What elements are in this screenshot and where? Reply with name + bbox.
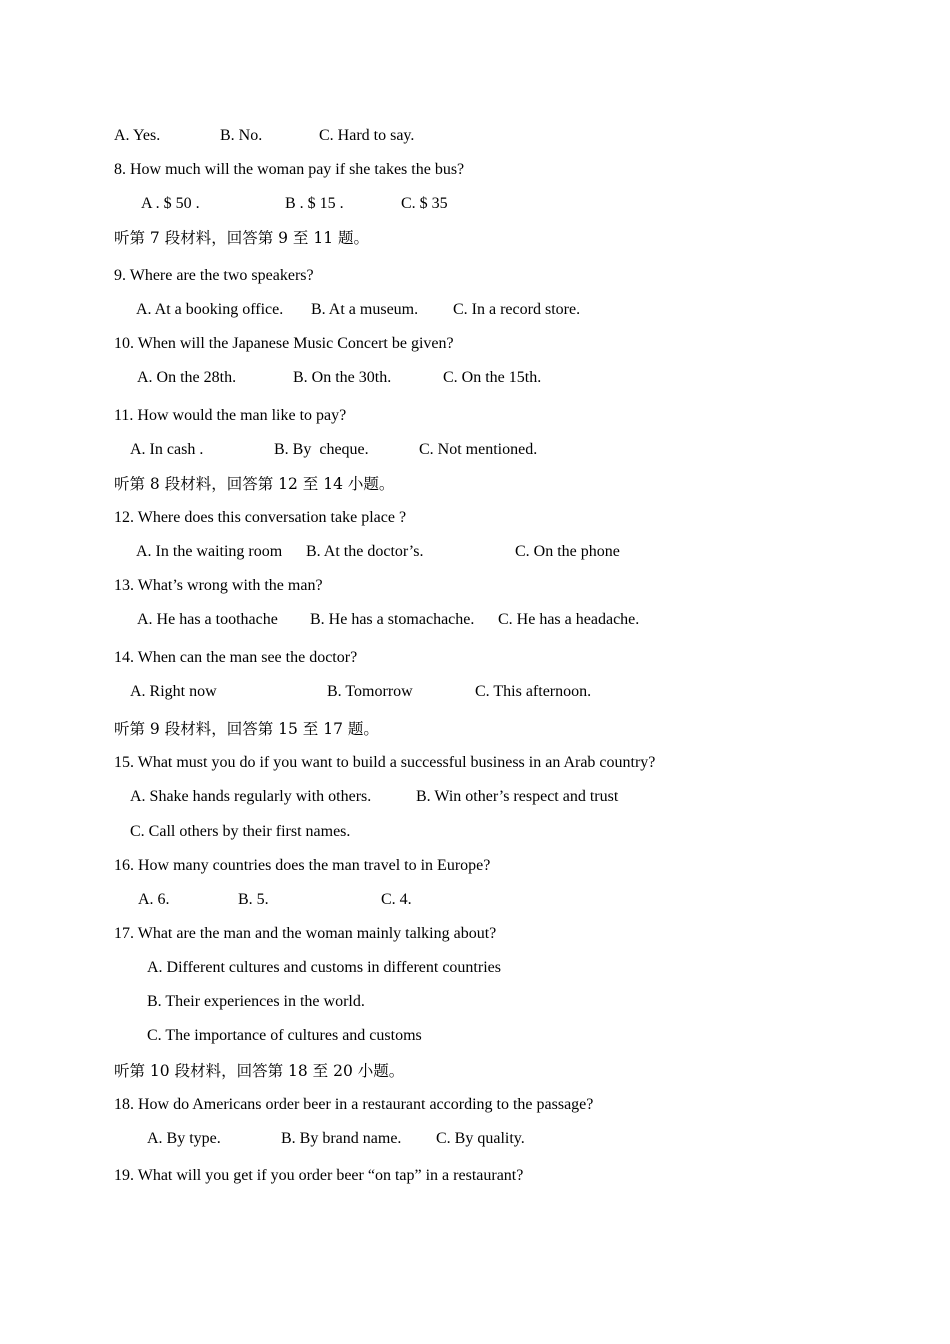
q13-option-a: A. He has a toothache (137, 611, 278, 628)
q10-option-a: A. On the 28th. (137, 369, 237, 386)
q8-option-a: A . $ 50 . (141, 195, 200, 212)
q15-question: 15. What must you do if you want to build a successful business in an Arab country? (114, 754, 656, 771)
q14-option-a: A. Right now (130, 683, 217, 700)
q10-question: 10. When will the Japanese Music Concert be given? (114, 335, 454, 352)
section-7-heading: 听第 7 段材料，回答第 9 至 11 题。 (114, 229, 370, 247)
q12-option-b: B. At the doctor’s. (306, 543, 424, 560)
q8-option-b: B . $ 15 . (285, 195, 344, 212)
q9-option-a: A. At a booking office. (136, 301, 284, 318)
q17-question: 17. What are the man and the woman mainly talking about? (114, 925, 497, 942)
q14-option-b: B. Tomorrow (327, 683, 413, 700)
q13-option-b: B. He has a stomachache. (310, 611, 475, 628)
q10-option-b: B. On the 30th. (293, 369, 392, 386)
section-10-heading: 听第 10 段材料，回答第 18 至 20 小题。 (114, 1062, 405, 1080)
q9-option-b: B. At a museum. (311, 301, 419, 318)
q18-option-c: C. By quality. (436, 1130, 525, 1147)
q9-option-c: C. In a record store. (453, 301, 581, 318)
q8-question: 8. How much will the woman pay if she takes the bus? (114, 161, 465, 178)
q7-option-a: A. Yes. (114, 127, 161, 144)
q15-option-c: C. Call others by their first names. (130, 823, 351, 840)
q17-option-a: A. Different cultures and customs in different countries (147, 959, 501, 976)
q17-option-c: C. The importance of cultures and customs (147, 1027, 422, 1044)
q16-option-b: B. 5. (238, 891, 269, 908)
q16-option-c: C. 4. (381, 891, 412, 908)
q14-question: 14. When can the man see the doctor? (114, 649, 358, 666)
q11-question: 11. How would the man like to pay? (114, 407, 347, 424)
q9-question: 9. Where are the two speakers? (114, 267, 314, 284)
q11-option-a: A. In cash . (130, 441, 204, 458)
q18-option-b: B. By brand name. (281, 1130, 402, 1147)
q11-option-b: B. By cheque. (274, 441, 369, 458)
q14-option-c: C. This afternoon. (475, 683, 592, 700)
q8-option-c: C. $ 35 (401, 195, 448, 212)
q10-option-c: C. On the 15th. (443, 369, 542, 386)
q16-option-a: A. 6. (138, 891, 170, 908)
q12-option-c: C. On the phone (515, 543, 620, 560)
q7-option-b: B. No. (220, 127, 263, 144)
q15-option-b: B. Win other’s respect and trust (416, 788, 619, 805)
q19-question: 19. What will you get if you order beer “on tap” in a restaurant? (114, 1167, 524, 1184)
q13-option-c: C. He has a headache. (498, 611, 640, 628)
q18-option-a: A. By type. (147, 1130, 221, 1147)
q16-question: 16. How many countries does the man travel to in Europe? (114, 857, 491, 874)
q11-option-c: C. Not mentioned. (419, 441, 538, 458)
q7-option-c: C. Hard to say. (319, 127, 415, 144)
q18-question: 18. How do Americans order beer in a restaurant according to the passage? (114, 1096, 594, 1113)
section-8-heading: 听第 8 段材料，回答第 12 至 14 小题。 (114, 475, 395, 493)
q17-option-b: B. Their experiences in the world. (147, 993, 365, 1010)
q13-question: 13. What’s wrong with the man? (114, 577, 323, 594)
q15-option-a: A. Shake hands regularly with others. (130, 788, 372, 805)
q12-question: 12. Where does this conversation take place ? (114, 509, 407, 526)
q12-option-a: A. In the waiting room (136, 543, 283, 560)
section-9-heading: 听第 9 段材料，回答第 15 至 17 题。 (114, 720, 379, 738)
